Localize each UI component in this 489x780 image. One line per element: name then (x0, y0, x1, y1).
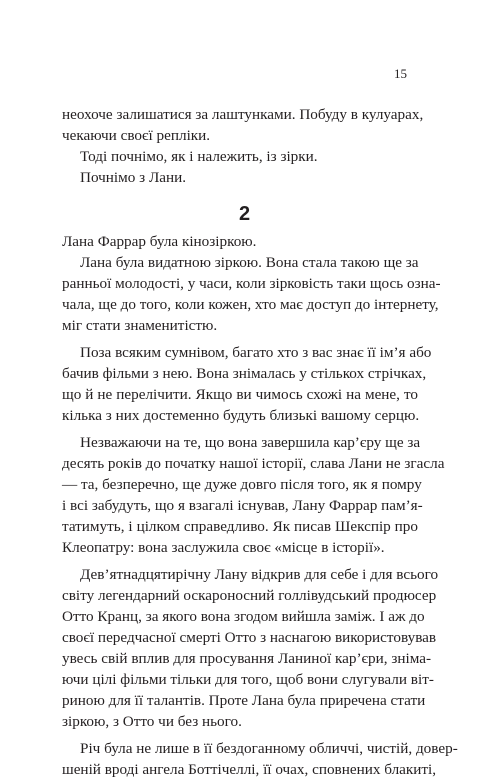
text-line: увесь свій вплив для просування Ланиної кар’єри, зніма- (62, 650, 432, 667)
text-line: своєї передчасної смерті Отто з наснагою використовував (62, 629, 437, 646)
text-line: Поза всяким сумнівом, багато хто з вас знає її ім’я або (80, 344, 432, 361)
text-line: міг стати знаменитістю. (62, 317, 218, 334)
text-line: татимуть, і цілком справедливо. Як писав Шекспір про (62, 518, 418, 535)
text-line: Дев’ятнадцятирічну Лану відкрив для себе і для всього (80, 566, 439, 583)
text-line: Отто Кранц, за якого вона згодом вийшла заміж. І аж до (62, 608, 425, 625)
text-line: бачив фільми з нею. Вона знімалась у стількох стрічках, (62, 365, 427, 382)
text-line: зіркою, з Отто чи без нього. (62, 713, 242, 730)
text-line: Лана Фаррар була кінозіркою. (62, 233, 257, 250)
text-line: Почнімо з Лани. (80, 169, 187, 186)
text-line: чала, ще до того, коли кожен, хто має доступ до інтернету, (62, 296, 439, 313)
text-line: ючи цілі фільми тільки для того, щоб вони слугували віт- (62, 671, 434, 688)
paragraph (62, 104, 424, 146)
top-text-block (62, 104, 424, 188)
text-line: неохоче залишатися за лаштунками. Побуду в кулуарах, (62, 106, 424, 123)
text-line: кілька з них достеменно будуть близькі вашому серцю. (62, 407, 420, 424)
paragraph (62, 738, 458, 780)
paragraph (62, 564, 439, 732)
text-line: шеній вроді ангела Боттічеллі, її очах, сповнених блакиті, (62, 761, 437, 778)
page-number: 15 (394, 66, 407, 81)
text-line: Лана була видатною зіркою. Вона стала такою ще за (80, 254, 419, 271)
text-line: Тоді почнімо, як і належить, із зірки. (80, 148, 318, 165)
text-line: що й не перелічити. Якщо ви чимось схожі на мене, то (62, 386, 418, 403)
text-line: — та, безперечно, ще дуже довго після того, як я помру (62, 476, 422, 493)
paragraph (62, 432, 445, 558)
paragraph (62, 231, 418, 252)
text-line: ранньої молодості, у часи, коли зірковість таки щось озна- (62, 275, 441, 292)
text-line: і всі забудуть, що я взагалі існував, Лану Фаррар пам’я- (62, 497, 423, 514)
paragraph (62, 252, 441, 336)
text-line: Незважаючи на те, що вона завершила кар’єру ще за (80, 434, 421, 451)
paragraph (62, 342, 432, 426)
text-line: Клеопатру: вона заслужила своє «місце в історії». (62, 539, 385, 556)
text-line: десять років до початку нашої історії, слава Лани не згасла (62, 455, 445, 472)
text-line: Річ була не лише в її бездоганному обличчі, чистій, довер- (80, 740, 458, 757)
text-line: риною для її талантів. Проте Лана була приречена стати (62, 692, 426, 709)
text-line: чекаючи своєї репліки. (62, 127, 211, 144)
paragraph (62, 146, 418, 167)
text-line: світу легендарний оскароносний голлівудський продюсер (62, 587, 437, 604)
chapter-body (62, 231, 458, 780)
chapter-heading: 2 (238, 203, 251, 225)
paragraph (62, 167, 418, 188)
